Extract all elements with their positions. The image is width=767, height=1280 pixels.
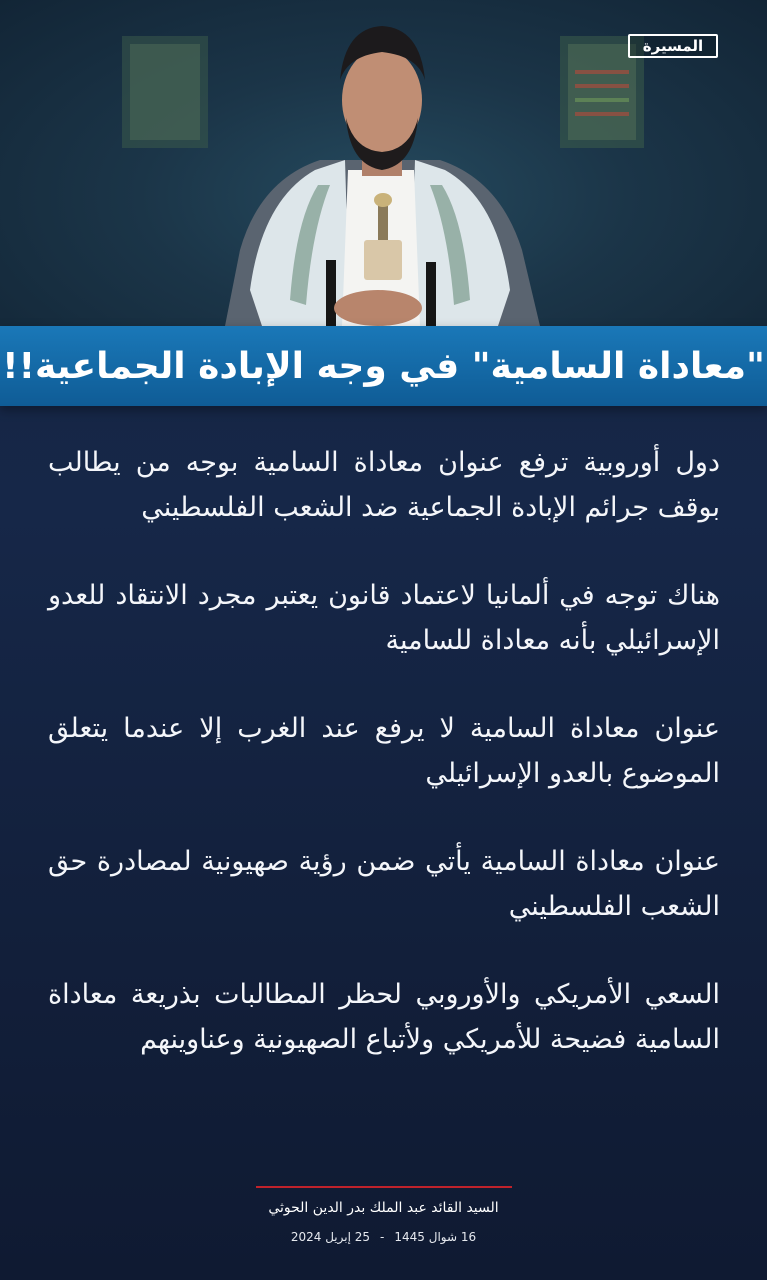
date-line bbox=[0, 1230, 767, 1244]
page-title: "معاداة السامية" في وجه الإبادة الجماعية!! bbox=[2, 345, 765, 387]
speaker-face bbox=[342, 48, 422, 152]
speaker-photo bbox=[0, 0, 767, 326]
hijri-date: 16 شوال 1445 bbox=[394, 1230, 477, 1244]
speaker-name: السيد القائد عبد الملك بدر الدين الحوثي bbox=[268, 1200, 499, 1216]
statement-item: السعي الأمريكي والأوروبي لحظر المطالبات بذريعة معاداة السامية فضيحة للأمريكي ولأتباع الصهيونية وعناوينهم bbox=[48, 979, 720, 1055]
statement-list bbox=[48, 440, 720, 1105]
attribution-footer bbox=[0, 1186, 767, 1244]
date-separator: - bbox=[380, 1230, 385, 1244]
statement-item: عنوان معاداة السامية لا يرفع عند الغرب إلا عندما يتعلق الموضوع بالعدو الإسرائيلي bbox=[48, 713, 720, 789]
statement-item: عنوان معاداة السامية يأتي ضمن رؤية صهيونية لمصادرة حق الشعب الفلسطيني bbox=[48, 846, 720, 922]
statement-item: هناك توجه في ألمانيا لاعتماد قانون يعتبر مجرد الانتقاد للعدو الإسرائيلي بأنه معاداة للسامية bbox=[48, 580, 720, 656]
statement-item: دول أوروبية ترفع عنوان معاداة السامية بوجه من يطالب بوقف جرائم الإبادة الجماعية ضد الشعب الفلسطيني bbox=[48, 447, 720, 523]
title-band bbox=[0, 326, 767, 406]
footer-divider bbox=[256, 1186, 512, 1188]
channel-logo: المسيرة bbox=[628, 34, 718, 58]
gregorian-date: 25 إبريل 2024 bbox=[290, 1230, 371, 1244]
